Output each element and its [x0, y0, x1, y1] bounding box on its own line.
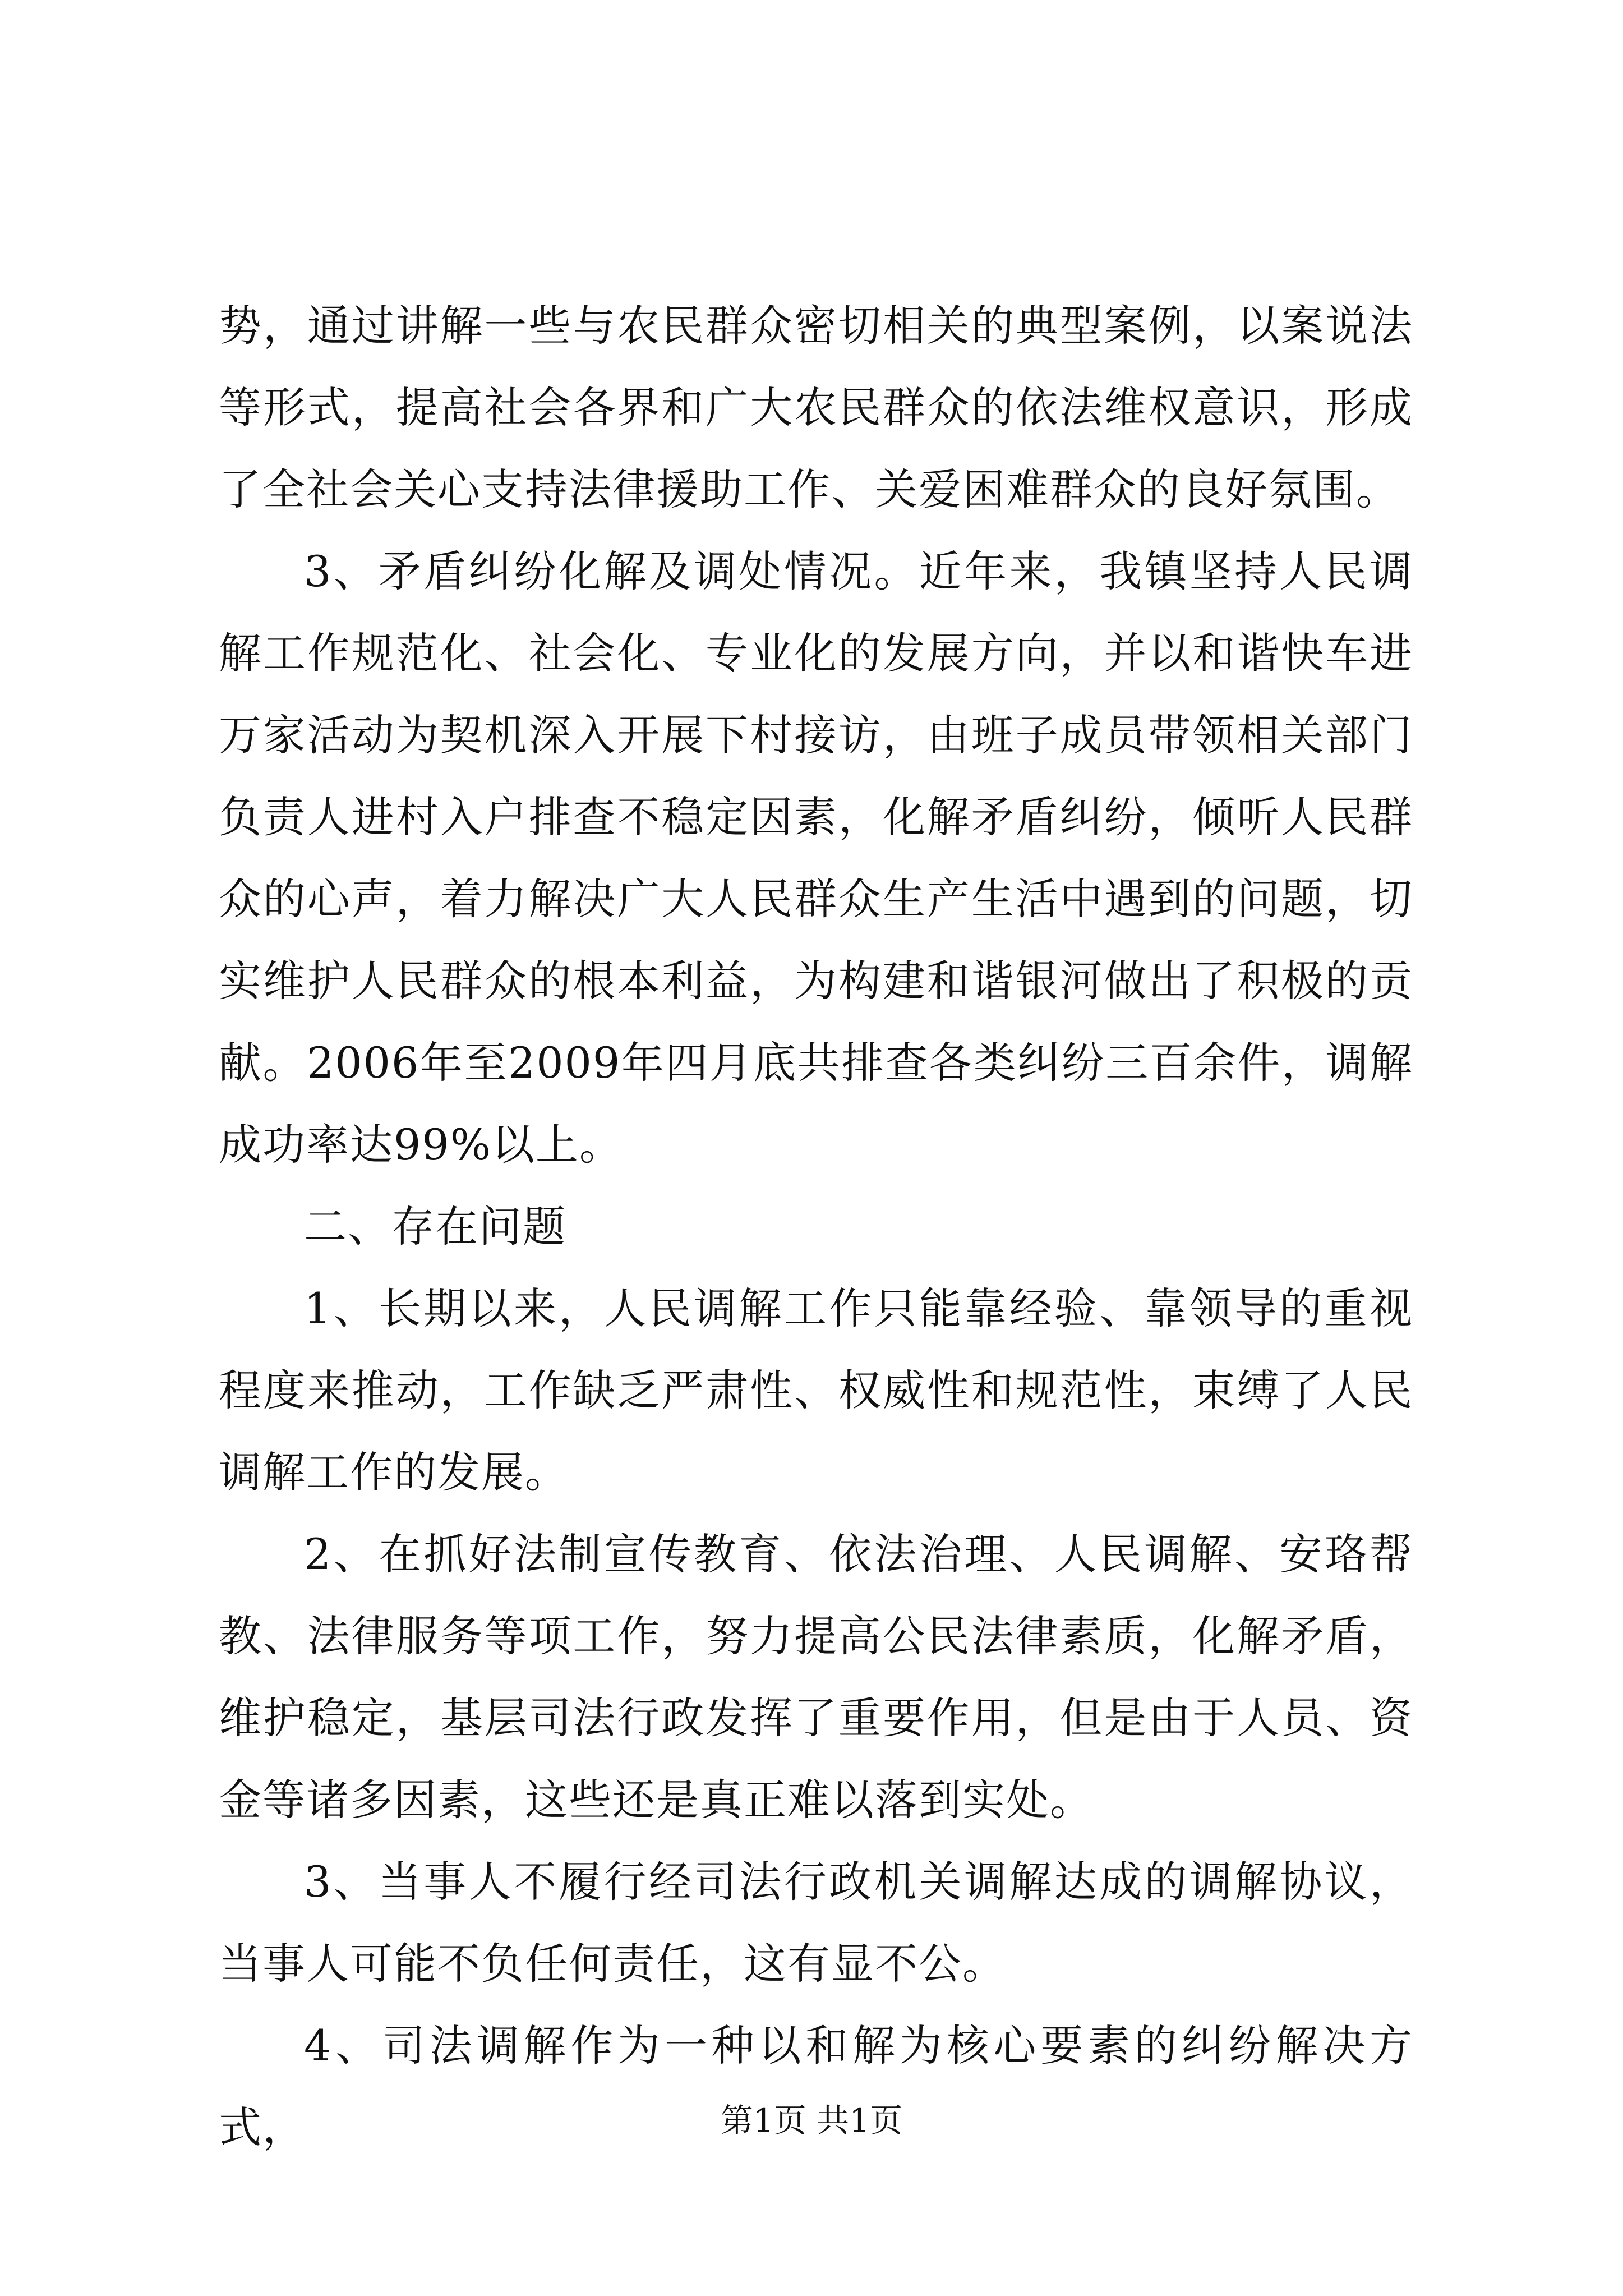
paragraph-problem-2: 2、在抓好法制宣传教育、依法治理、人民调解、安珞帮教、法律服务等项工作，努力提高公民法律素质，化解矛盾，维护稳定，基层司法行政发挥了重要作用，但是由于人员、资金等诸多因素，这些还是真正难以落到实处。 [219, 1529, 1413, 1825]
page-footer: 第1页 共1页 [720, 2101, 903, 2139]
paragraph-continuation: 势，通过讲解一些与农民群众密切相关的典型案例，以案说法等形式，提高社会各界和广大农民群众的依法维权意识，形成了全社会关心支持法律援助工作、关爱困难群众的良好氛围。 [219, 301, 1413, 514]
section-heading-problems: 二、存在问题 [304, 1202, 566, 1251]
paragraph-problem-1: 1、长期以来，人民调解工作只能靠经验、靠领导的重视程度来推动，工作缺乏严肃性、权威性和规范性，束缚了人民调解工作的发展。 [219, 1283, 1413, 1497]
document-body [219, 285, 1413, 2169]
paragraph-dispute-mediation: 3、矛盾纠纷化解及调处情况。近年来，我镇坚持人民调解工作规范化、社会化、专业化的发展方向，并以和谐快车进万家活动为契机深入开展下村接访，由班子成员带领相关部门负责人进村入户排查不稳定因素，化解矛盾纠纷，倾听人民群众的心声，着力解决广大人民群众生产生活中遇到的问题，切实维护人民群众的根本利益，为构建和谐银河做出了积极的贡献。2006年至2009年四月底共排查各类纠纷三百余件，调解成功率达99%以上。 [219, 546, 1413, 1170]
paragraph-problem-3: 3、当事人不履行经司法行政机关调解达成的调解协议，当事人可能不负任何责任，这有显不公。 [219, 1857, 1413, 1989]
paragraph-problem-4: 4、司法调解作为一种以和解为核心要素的纠纷解决方式， [219, 2021, 1413, 2152]
